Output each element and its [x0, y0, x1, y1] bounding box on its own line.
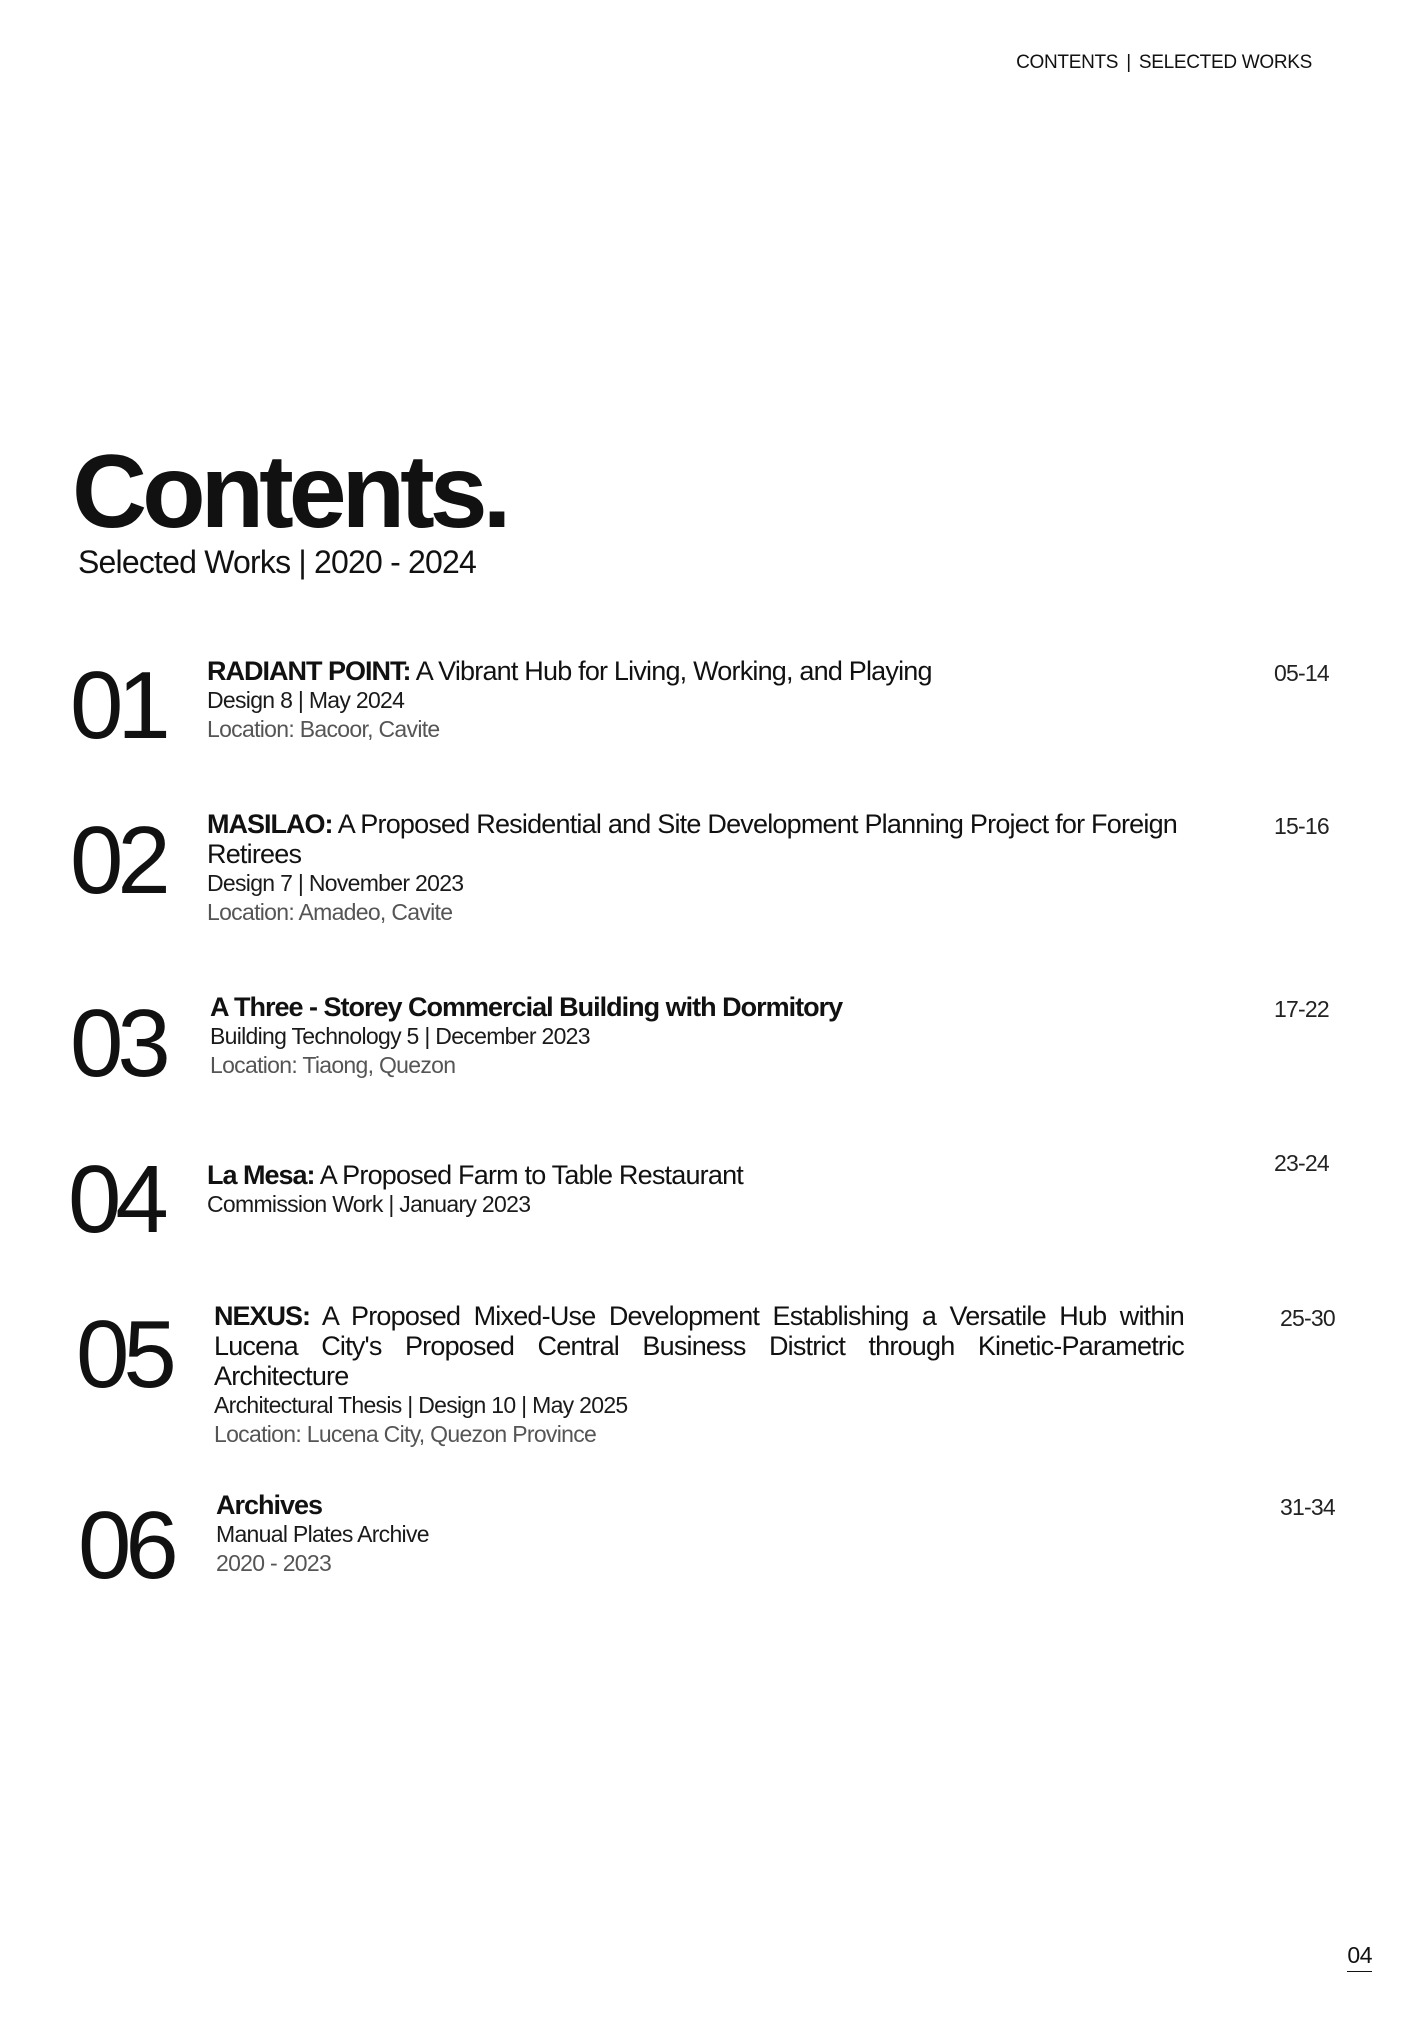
- entry-body: [210, 992, 1180, 1080]
- entry-title-rest: A Proposed Residential and Site Development Planning Project for Foreign Retirees: [207, 809, 1177, 869]
- header-separator: |: [1126, 52, 1131, 73]
- entry-course-date: Design 8 | May 2024: [207, 687, 405, 713]
- header-section-label: CONTENTS: [1016, 52, 1119, 73]
- entry-number: 01: [70, 652, 165, 759]
- entry-location: Location: Lucena City, Quezon Province: [214, 1421, 597, 1447]
- entry-title-lead: RADIANT POINT:: [207, 656, 411, 686]
- entry-location: Location: Amadeo, Cavite: [207, 899, 453, 925]
- title-block: [72, 434, 507, 581]
- entry-date-range: 2020 - 2023: [216, 1550, 332, 1576]
- running-header: [1016, 52, 1312, 74]
- entry-page-range: 15-16: [1274, 813, 1329, 839]
- entry-page-range: 17-22: [1274, 996, 1329, 1022]
- entry-title-rest: A Proposed Farm to Table Restaurant: [314, 1160, 744, 1190]
- entry-page-range: 23-24: [1274, 1150, 1329, 1176]
- entry-title: [214, 1301, 1184, 1391]
- entry-number: 04: [68, 1146, 163, 1253]
- entry-number: 05: [76, 1301, 171, 1408]
- header-document-label: SELECTED WORKS: [1138, 52, 1312, 73]
- entry-title-lead: Archives: [216, 1490, 323, 1520]
- page-subtitle: Selected Works | 2020 - 2024: [78, 544, 477, 580]
- entry-location: Location: Bacoor, Cavite: [207, 716, 440, 742]
- entry-location: Location: Tiaong, Quezon: [210, 1052, 456, 1078]
- entry-title: [207, 656, 1177, 686]
- entry-subtitle: Manual Plates Archive: [216, 1521, 429, 1547]
- entry-number: 06: [78, 1492, 173, 1599]
- entry-number: 03: [70, 990, 165, 1097]
- entry-title: [210, 992, 1180, 1022]
- entry-title-rest: A Vibrant Hub for Living, Working, and Playing: [410, 656, 932, 686]
- entry-page-range: 05-14: [1274, 660, 1329, 686]
- entry-course-date: Architectural Thesis | Design 10 | May 2025: [214, 1392, 628, 1418]
- entry-title-lead: NEXUS:: [214, 1301, 311, 1331]
- entry-course-date: Commission Work | January 2023: [207, 1191, 531, 1217]
- page-number: 04: [1347, 1942, 1372, 1972]
- entry-title-lead: A Three - Storey Commercial Building with Dormitory: [210, 992, 843, 1022]
- entry-title-rest: A Proposed Mixed-Use Development Establishing a Versatile Hub within Lucena City's Proposed Central Business District through Kinetic-Parametric Architecture: [214, 1301, 1184, 1391]
- entry-body: [216, 1490, 1186, 1578]
- entry-body: [214, 1301, 1184, 1449]
- entry-body: [207, 809, 1177, 927]
- entry-body: [207, 1160, 1177, 1219]
- entry-title: [207, 1160, 1177, 1190]
- entry-title: [216, 1490, 1186, 1520]
- entry-title: [207, 809, 1177, 869]
- entry-course-date: Building Technology 5 | December 2023: [210, 1023, 590, 1049]
- entry-course-date: Design 7 | November 2023: [207, 870, 464, 896]
- entry-title-lead: La Mesa:: [207, 1160, 315, 1190]
- page-title: Contents.: [72, 434, 507, 550]
- entry-page-range: 31-34: [1280, 1494, 1335, 1520]
- entry-title-lead: MASILAO:: [207, 809, 333, 839]
- entry-page-range: 25-30: [1280, 1305, 1335, 1331]
- entry-number: 02: [70, 807, 165, 914]
- entry-body: [207, 656, 1177, 744]
